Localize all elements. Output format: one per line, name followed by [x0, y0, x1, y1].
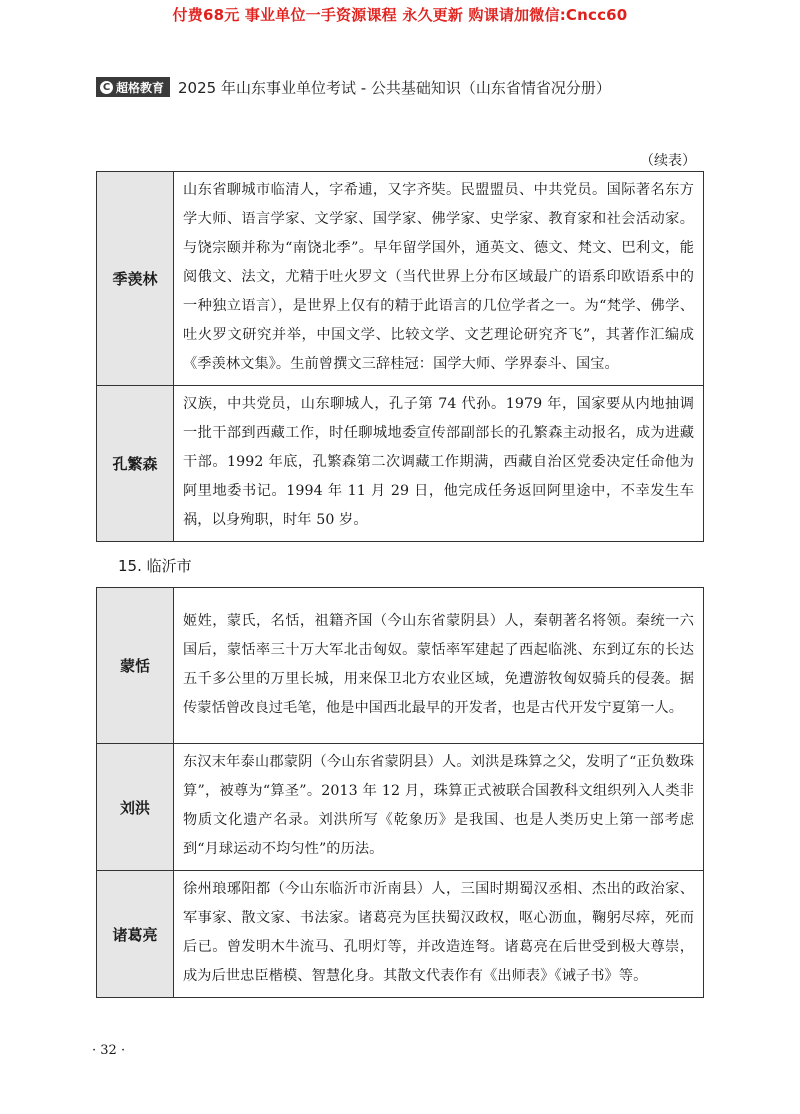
table-row: [97, 172, 704, 386]
section-title: 15. 临沂市: [118, 557, 192, 575]
person-description: 汉族，中共党员，山东聊城人，孔子第 74 代孙。1979 年，国家要从内地抽调一批干部到西藏工作，时任聊城地委宣传部副部长的孔繁森主动报名，成为进藏干部。1992 年底，孔繁森第二次调藏工作期满，西藏自治区党委决定任命他为阿里地委书记。1994 年 11 月 29 日，他完成任务返回阿里途中，不幸发生车祸，以身殉职，时年 50 岁。: [174, 386, 704, 542]
person-description: 山东省聊城市临清人，字希逋，又字齐奘。民盟盟员、中共党员。国际著名东方学大师、语言学家、文学家、国学家、佛学家、史学家、教育家和社会活动家。与饶宗颐并称为“南饶北季”。早年留学国外，通英文、德文、梵文、巴利文，能阅俄文、法文，尤精于吐火罗文（当代世界上分布区域最广的语系印欧语系中的一种独立语言），是世界上仅有的精于此语言的几位学者之一。为“梵学、佛学、吐火罗文研究并举，中国文学、比较文学、文艺理论研究齐飞”，其著作汇编成《季羡林文集》。生前曾撰文三辞桂冠：国学大师、学界泰斗、国宝。: [174, 172, 704, 386]
page-header: [96, 76, 611, 98]
promo-banner: 付费68元 事业单位一手资源课程 永久更新 购课请加微信:Cncc60: [172, 6, 628, 24]
table-row: [97, 386, 704, 542]
biography-table-continued: [96, 171, 704, 542]
table-row: [97, 744, 704, 871]
logo-text: 超格教育: [116, 80, 165, 95]
person-name: 诸葛亮: [97, 871, 174, 998]
person-name: 季羡林: [97, 172, 174, 386]
publisher-logo: [96, 77, 170, 97]
table-row: [97, 871, 704, 998]
logo-icon: C: [100, 81, 113, 94]
person-name: 孔繁森: [97, 386, 174, 542]
person-description: 徐州琅琊阳都（今山东临沂市沂南县）人，三国时期蜀汉丞相、杰出的政治家、军事家、散文家、书法家。诸葛亮为匡扶蜀汉政权，呕心沥血，鞠躬尽瘁，死而后已。曾发明木牛流马、孔明灯等，并改造连弩。诸葛亮在后世受到极大尊崇，成为后世忠臣楷模、智慧化身。其散文代表作有《出师表》《诫子书》等。: [174, 871, 704, 998]
page-number: · 32 ·: [92, 1043, 126, 1058]
person-description: 姬姓，蒙氏，名恬，祖籍齐国（今山东省蒙阴县）人，秦朝著名将领。秦统一六国后，蒙恬率三十万大军北击匈奴。蒙恬率军建起了西起临洮、东到辽东的长达五千多公里的万里长城，用来保卫北方农业区域，免遭游牧匈奴骑兵的侵袭。据传蒙恬曾改良过毛笔，他是中国西北最早的开发者，也是古代开发宁夏第一人。: [174, 588, 704, 744]
person-description: 东汉末年泰山郡蒙阴（今山东省蒙阴县）人。刘洪是珠算之父，发明了“正负数珠算”，被尊为“算圣”。2013 年 12 月，珠算正式被联合国教科文组织列入人类非物质文化遗产名录。刘洪所写《乾象历》是我国、也是人类历史上第一部考虑到“月球运动不均匀性”的历法。: [174, 744, 704, 871]
table-row: [97, 588, 704, 744]
person-name: 蒙恬: [97, 588, 174, 744]
header-title: 2025 年山东事业单位考试 - 公共基础知识（山东省情省况分册）: [178, 78, 611, 97]
biography-table-linyi: [96, 587, 704, 998]
person-name: 刘洪: [97, 744, 174, 871]
continued-label: （续表）: [640, 153, 696, 169]
